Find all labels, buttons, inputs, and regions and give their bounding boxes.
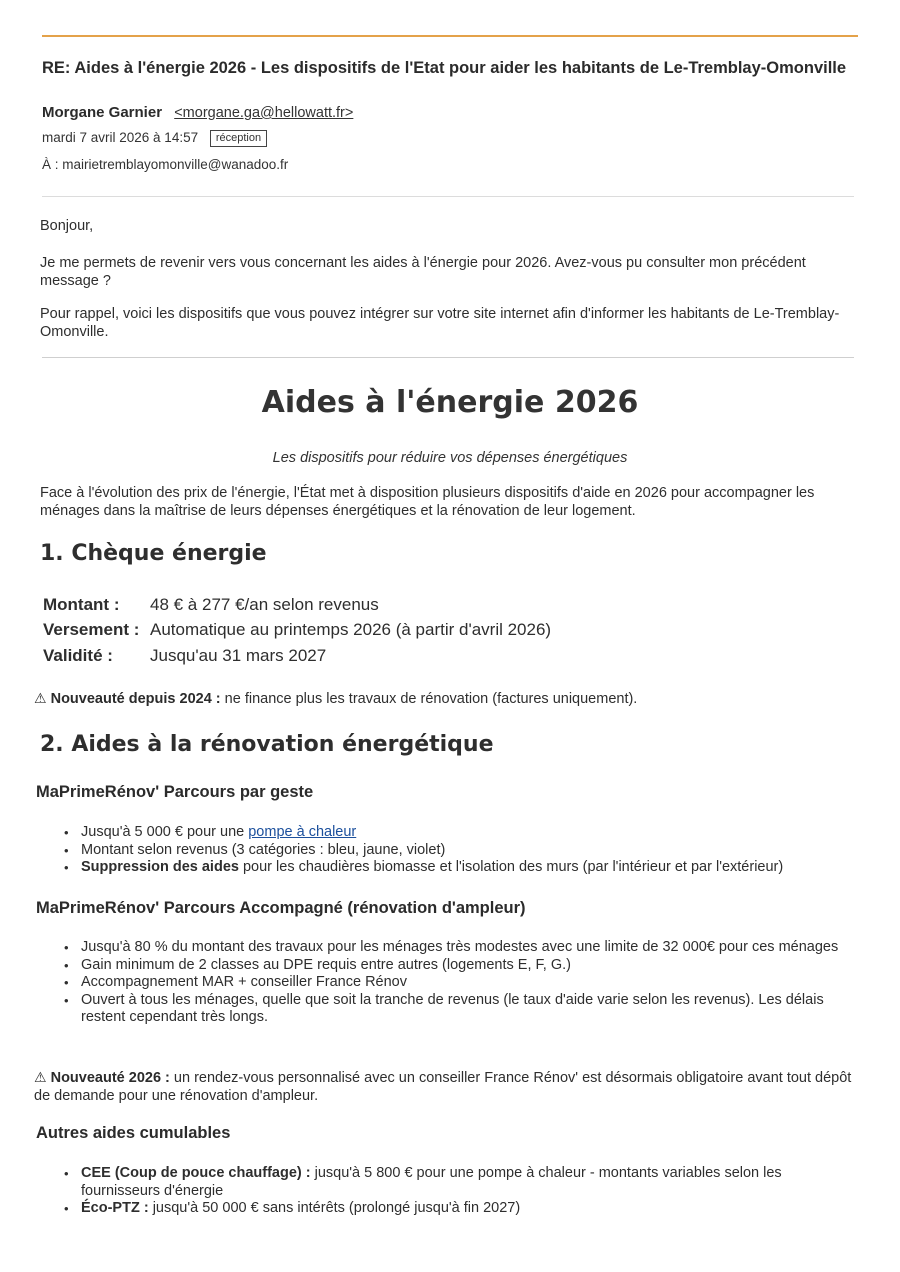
warning-icon: ⚠ (34, 690, 47, 706)
list-item (64, 1165, 854, 1200)
email-subject: RE: Aides à l'énergie 2026 - Les dispositifs de l'Etat pour aider les habitants de Le-Tremblay-Omonville (42, 59, 847, 77)
section-1-heading: 1. Chèque énergie (40, 541, 267, 566)
geste-heading: MaPrimeRénov' Parcours par geste (36, 783, 314, 801)
greeting: Bonjour, (40, 218, 94, 234)
versement-row (43, 620, 552, 640)
list-item: • Jusqu'à 80 % du montant des travaux pour les ménages très modestes avec une limite de 32 000€ pour ces ménages (64, 939, 854, 957)
content-divider (42, 357, 854, 358)
list-item: • Montant selon revenus (3 catégories : bleu, jaune, violet) (64, 842, 854, 860)
geste-item-3-bold: Suppression des aides (81, 859, 239, 875)
cee-text: jusqu'à 5 800 € pour une pompe à chaleur - montants variables selon les fournisseurs d'énergie (81, 1165, 782, 1199)
validite-value: Jusqu'au 31 mars 2027 (150, 646, 327, 665)
list-item (64, 824, 854, 842)
section-2-heading: 2. Aides à la rénovation énergétique (40, 732, 494, 757)
list-item (64, 859, 854, 877)
eco-ptz-text: jusqu'à 50 000 € sans intérêts (prolongé jusqu'à fin 2027) (152, 1200, 521, 1216)
versement-value: Automatique au printemps 2026 (à partir d'avril 2026) (150, 620, 552, 639)
section-2-warning (34, 1068, 854, 1105)
header-accent-rule (42, 35, 858, 37)
cee-label: CEE (Coup de pouce chauffage) : (81, 1165, 311, 1181)
geste-list (64, 824, 854, 877)
email-paragraph-1: Je me permets de revenir vers vous concernant les aides à l'énergie pour 2026. Avez-vous pu consulter mon précédent message ? (40, 255, 806, 289)
reception-tag: réception (210, 130, 267, 147)
autres-list (64, 1165, 854, 1218)
section-2-warning-label: Nouveauté 2026 : (50, 1070, 170, 1086)
email-paragraph-2: Pour rappel, voici les dispositifs que vous pouvez intégrer sur votre site internet afin d'informer les habitants de Le-Tremblay-Omonville. (40, 306, 840, 340)
sender-line (42, 104, 353, 121)
sender-name: Morgane Garnier (42, 104, 163, 121)
accompagne-list (64, 939, 854, 1027)
section-1-warning-text: ne finance plus les travaux de rénovation (factures uniquement). (224, 691, 638, 707)
sender-email[interactable]: <morgane.ga@hellowatt.fr> (174, 105, 354, 121)
geste-item-3-text: pour les chaudières biomasse et l'isolation des murs (par l'intérieur et par l'extérieur) (242, 859, 784, 875)
warning-icon: ⚠ (34, 1069, 47, 1085)
geste-item-1-text: Jusqu'à 5 000 € pour une (81, 824, 245, 840)
validite-label: Validité : (43, 646, 113, 665)
montant-value: 48 € à 277 €/an selon revenus (150, 595, 379, 614)
header-divider (42, 196, 854, 197)
section-1-warning (34, 689, 854, 708)
article-intro: Face à l'évolution des prix de l'énergie, l'État met à disposition plusieurs dispositifs d'aide en 2026 pour accompagner les ménages dans la maîtrise de leurs dépenses énergétiques et la rénovation de leur logement. (40, 485, 815, 519)
list-item: • Gain minimum de 2 classes au DPE requis entre autres (logements E, F, G.) (64, 957, 854, 975)
accompagne-heading: MaPrimeRénov' Parcours Accompagné (rénovation d'ampleur) (36, 899, 526, 917)
list-item: • Ouvert à tous les ménages, quelle que soit la tranche de revenus (le taux d'aide varie selon les revenus). Les délais restent cependant très longs. (64, 992, 854, 1027)
email-date: mardi 7 avril 2026 à 14:57 (42, 130, 199, 145)
versement-label: Versement : (43, 620, 140, 639)
validite-row (43, 646, 327, 666)
montant-row (43, 595, 379, 615)
list-item: • Accompagnement MAR + conseiller France Rénov (64, 974, 854, 992)
autres-heading: Autres aides cumulables (36, 1124, 231, 1142)
list-item (64, 1200, 854, 1218)
eco-ptz-label: Éco-PTZ : (81, 1200, 149, 1216)
recipient-line: À : mairietremblayomonville@wanadoo.fr (42, 157, 289, 172)
montant-label: Montant : (43, 595, 120, 614)
date-line (42, 130, 267, 147)
article-title: Aides à l'énergie 2026 (261, 385, 639, 420)
section-2-warning-text: un rendez-vous personnalisé avec un conseiller France Rénov' est désormais obligatoire avant tout dépôt de demande pour une rénovation d'ampleur. (34, 1070, 852, 1104)
heat-pump-link[interactable]: pompe à chaleur (248, 824, 357, 840)
section-1-warning-label: Nouveauté depuis 2024 : (50, 691, 221, 707)
article-subtitle: Les dispositifs pour réduire vos dépenses énergétiques (272, 450, 628, 466)
